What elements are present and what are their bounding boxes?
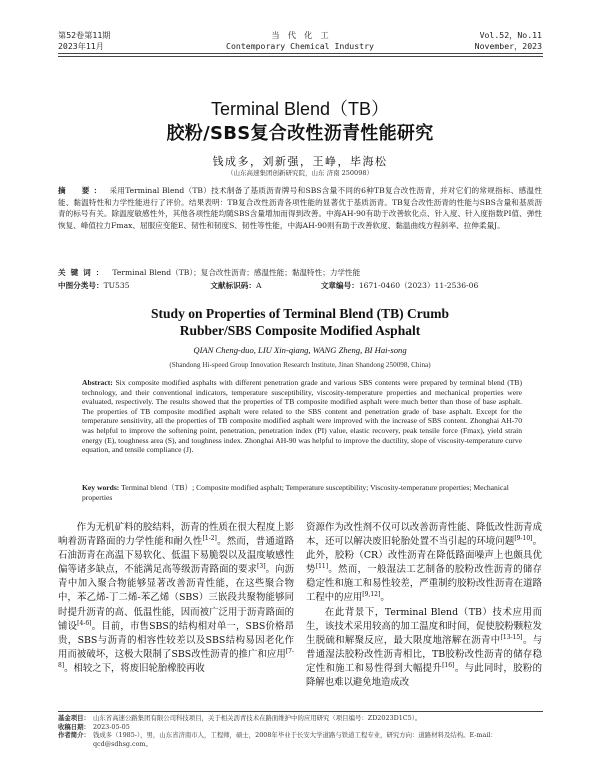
header-rule-top [58,53,543,54]
abstract-cn-text: 采用Terminal Blend（TB）技术制备了基质沥青牌号和SBS含量不同的6种TB复合改性沥青，并对它们的常规指标、感温性能、黏温特性和力学性能进行了评价。结果表明：TB复合改性沥青各项性能的显著优于基质沥青。TB复合改性沥青的性能与SBS含量和基质沥青的标号有关。除温度敏感性外，其他各项性能均随SBS含量增加而得到改善。中海AH-90有助于改善软化点、针入度、针入度指数PI值、弹性恢复、峰值拉力Fmax、屈服应变能E、韧性和韧度S、韧性等性能，中海AH-90则有助于改善软度、黏温曲线方程斜率、拉伸柔量J。 [58,186,542,230]
header-date-en: November，2023 [474,41,542,51]
keywords-cn-label: 关键词： [58,268,109,277]
header-date: 2023年11月 [58,41,104,51]
abstract-en-text: Six composite modified asphalts with different penetration grade and various SBS contents were prepared by terminal blend (TB) technology, and their conventional indicators, temperature susceptibility, viscosity-temperature properties and mechanical properties were evaluated, respectively. The results showed that the properties of TB composite modified asphalt were much better than those of base asphalt. The properties of TB composite modified asphalt were related to the SBS content and penetration grade of base asphalt. Except for the temperature sensitivity, all the properties of TB composite modified asphalt were improved with the increase of SBS content. Zhonghai AH-70 was helpful to improve the softening point, penetration, penetration index (PI) value, elastic recovery, peak tensile force (Fmax), yield strain energy (E), toughness area (S), and toughness index. Zhonghai AH-90 was helpful to improve the ductility, slope of viscosity-temperature curve equation, and tensile compliance (J). [82,378,522,455]
keywords-en [82,483,522,502]
fund-note: 基金项目： 山东省高速公路集团有限公司科技项目，关于相关沥青技术在路面维护中的应用研究（项目编号：ZD2023D1C5）。 [58,714,422,722]
title-en-paper [0,305,600,339]
title-en-line-2: Rubber/SBS Composite Modified Asphalt [179,323,421,338]
journal-name-cn: 当 代 化 工 [271,30,329,40]
classification-line [58,280,542,291]
keywords-cn-text: Terminal Blend（TB）；复合改性沥青；感温性能；黏温特性；力学性能 [112,268,361,277]
doc-code-label: 文献标识码： [210,281,256,290]
authors-en: QIAN Cheng-duo, LIU Xin-qiang, WANG Zheng, BI Hai-song [193,345,407,355]
clc-label: 中图分类号： [58,281,104,290]
article-no-label: 文章编号： [320,281,359,290]
footer-rule [58,711,543,712]
affiliation-cn: （山东高速集团创新研究院，山东 济南 250098） [227,169,373,177]
abstract-en [82,378,522,455]
affiliation-en: (Shandong Hi-speed Group Innovation Research Institute, Jinan Shandong 250098, China) [169,361,431,369]
doc-code-value: A [255,281,262,290]
keywords-cn [58,267,542,278]
footnotes [58,714,542,748]
body-left-column [58,521,294,676]
received-note: 收稿日期： 2023-05-05 [58,722,130,731]
header-volume: 第52卷第11期 [58,30,111,40]
abstract-cn [58,185,542,231]
body-paragraph: 在此背景下，Terminal Blend（TB）技术应用而生，该技术采用较高的加工温度和时间，促使胶粉颗粒发生脱硫和解聚反应，最大限度地溶解在沥青中[13-15]。与普通湿法胶粉改性沥青相比，TB胶粉改性沥青的储存稳定性和施工和易性得到大幅提升[16]。与此同时，胶粉的降解也难以避免地造成改 [306,606,542,689]
header-rule-bottom [58,56,543,57]
journal-name-en: Contemporary Chemical Industry [226,41,374,51]
title-en-line-1: Study on Properties of Terminal Blend (TB) Crumb [151,306,449,321]
clc-value: TU535 [103,281,130,290]
body-paragraph: 作为无机矿料的胶结料，沥青的性质在很大程度上影响着沥青路面的力学性能和耐久性[1-2]。然而，普通道路石油沥青在高温下易软化、低温下易脆裂以及温度敏感性偏等诸多缺点，不能满足高等级沥青路面的要求[3]。向沥青中加入聚合物能够显著改善沥青性能，在这些聚合物中，苯乙烯-丁二烯-苯乙烯（SBS）三嵌段共聚物能够同时提升沥青的高、低温性能，因而被广泛用于沥青路面的铺设[4-6]。目前，市售SBS的结构相对单一，SBS价格昂贵，SBS与沥青的相容性较差以及SBS结构易因老化作用而被破坏，这极大限制了SBS改性沥青的推广和应用[7-8]。相较之下，将废旧轮胎橡胶再收 [58,522,294,674]
body-paragraph: 资源作为改性剂不仅可以改善沥青性能、降低改性沥青成本，还可以解决废旧轮胎处置不当引起的环境问题[9-10]。此外，胶粉（CR）改性沥青在降低路面噪声上也颇具优势[11]。然而，一般湿法工艺制备的胶粉改性沥青的储存稳定性和施工和易性较差，严重制约胶粉改性沥青在道路工程中的应用[9,12]。 [306,522,542,604]
title-en-main: Terminal Blend（TB） [210,99,390,119]
article-no-value: 1671-0460（2023）11-2536-06 [358,281,479,290]
title-cn: 胶粉/SBS复合改性沥青性能研究 [166,123,434,144]
keywords-en-text: Terminal blend（TB）; Composite modified asphalt; Temperature susceptibility; Viscosity-temperature properties; Mechanical properties [82,483,509,502]
header-volume-en: Vol.52，No.11 [479,30,542,40]
abstract-cn-label: 摘 要： [58,186,106,195]
body-right-column [306,521,542,690]
authors-cn: 钱成多，刘新强，王峥，毕海松 [212,155,388,168]
abstract-en-label: Abstract: [82,378,113,387]
author-note: 作者简介： 钱成多（1985-），男，山东省济南市人，工程师，硕士，2008年毕业于长安大学道路与铁道工程专业，研究方向：道路材料及结构。E-mail：qcd@sdhsg.com。 [58,731,497,748]
keywords-en-label: Key words: [82,483,120,492]
